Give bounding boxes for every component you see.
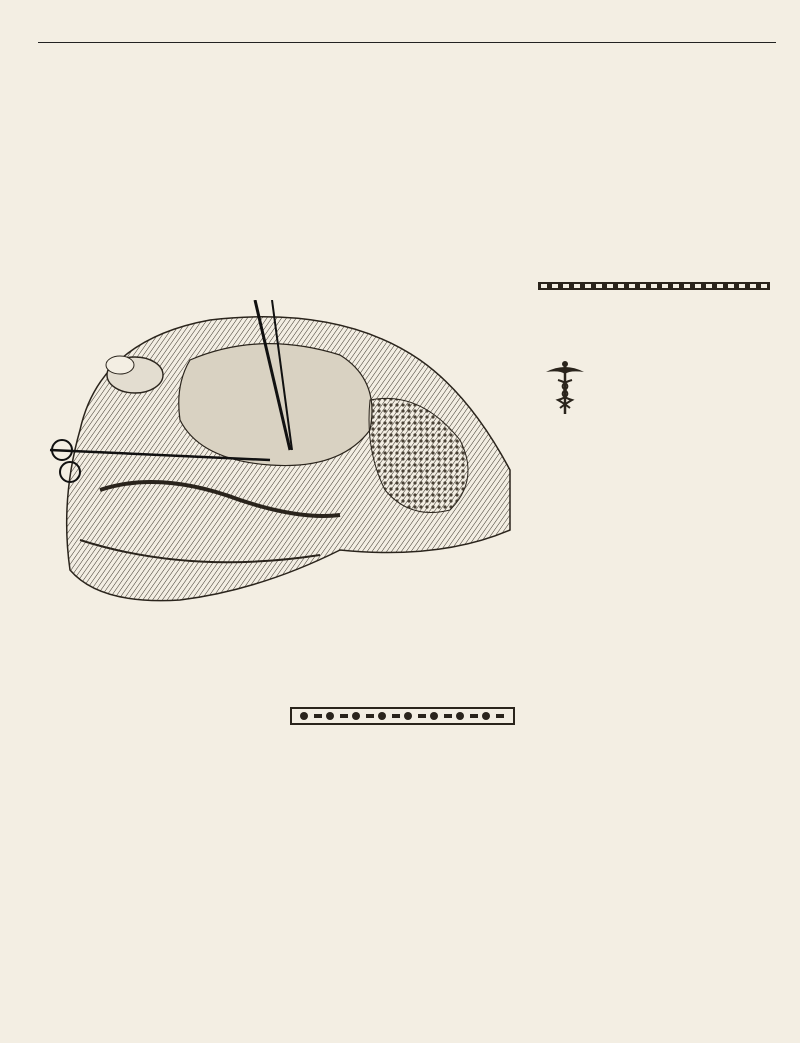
vessel-lumen [106, 356, 134, 374]
column-1-bottom [40, 628, 272, 633]
column-1-top [40, 52, 272, 57]
ornament-band [290, 707, 515, 725]
column-3-bottom [535, 402, 768, 404]
banner-border [538, 282, 770, 290]
uterus [179, 344, 372, 466]
petites-informations-banner [538, 282, 770, 360]
caduceus-icon [540, 360, 590, 416]
running-head [40, 20, 776, 40]
anatomical-figure [40, 300, 520, 620]
column-2-bottom [285, 802, 521, 807]
header-rule [38, 42, 776, 43]
